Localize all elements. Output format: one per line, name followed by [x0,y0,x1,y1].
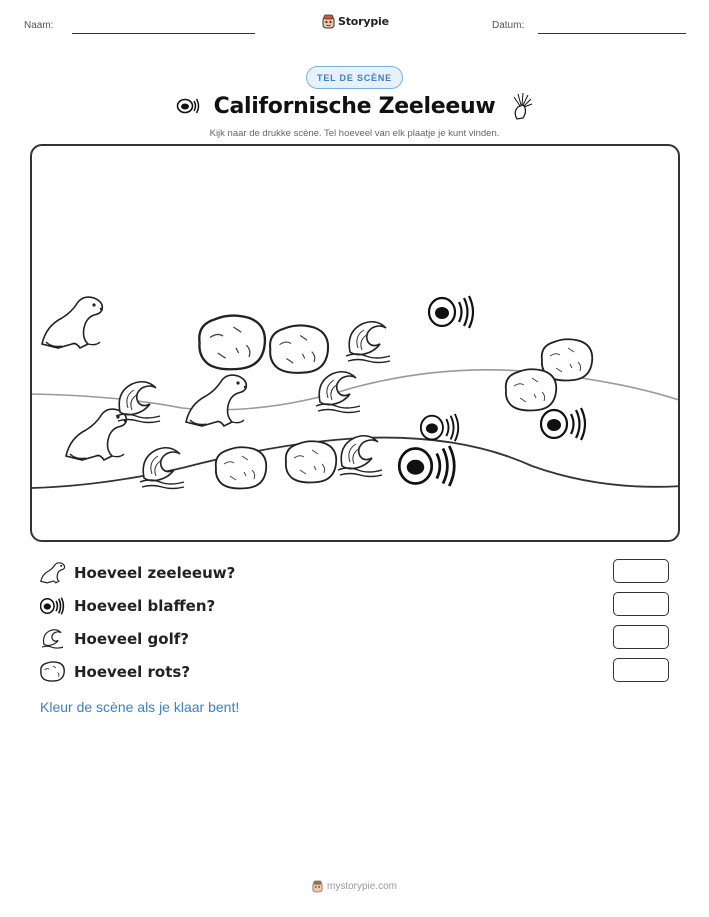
answer-box-rock[interactable] [613,658,669,682]
bark-icon [40,595,66,617]
answer-box-bark[interactable] [613,592,669,616]
bark-icon [176,96,200,116]
wave-icon [40,628,66,650]
storypie-mascot-icon [312,880,323,893]
sea-lion-icon [40,562,66,584]
sea-anemone-icon [509,92,533,120]
wave [346,322,390,363]
answer-box-sea-lion[interactable] [613,559,669,583]
bark [399,446,454,486]
name-field[interactable] [72,33,255,34]
instructions-text: Kijk naar de drukke scène. Tel hoeveel van elk plaatje je kunt vinden. [209,128,500,139]
sea-lion [186,375,246,426]
bark [541,408,585,440]
question-text: Hoeveel blaffen? [74,597,216,615]
rock [506,369,557,410]
wave [338,436,382,477]
date-field[interactable] [538,33,686,34]
site-url[interactable]: mystorypie.com [326,881,397,892]
question-bark [40,594,215,618]
sea-lion [66,409,126,460]
rock [199,316,265,370]
bark [429,296,473,328]
question-text: Hoeveel golf? [74,630,189,648]
rock [286,441,337,482]
activity-badge: TEL DE SCÈNE [306,66,403,89]
page-title [0,92,709,122]
storypie-logo [322,14,389,29]
coloring-instruction: Kleur de scène als je klaar bent! [40,699,240,715]
answer-box-wave[interactable] [613,625,669,649]
question-wave [40,627,189,651]
rock [216,447,267,488]
logo-text: Storypie [338,15,389,28]
question-text: Hoeveel zeeleeuw? [74,564,236,582]
name-label: Naam: [24,20,54,31]
title-text: Californische Zeeleeuw [213,93,496,119]
date-label: Datum: [492,20,525,31]
rock [270,325,328,372]
rock-icon [40,661,66,683]
wave [316,372,360,413]
question-sea-lion [40,561,235,585]
bark [421,414,458,441]
question-text: Hoeveel rots? [74,663,191,681]
sea-lion [42,297,102,348]
site-footer [0,880,709,893]
question-rock [40,660,190,684]
counting-scene [30,144,680,542]
storypie-mascot-icon [322,14,335,29]
